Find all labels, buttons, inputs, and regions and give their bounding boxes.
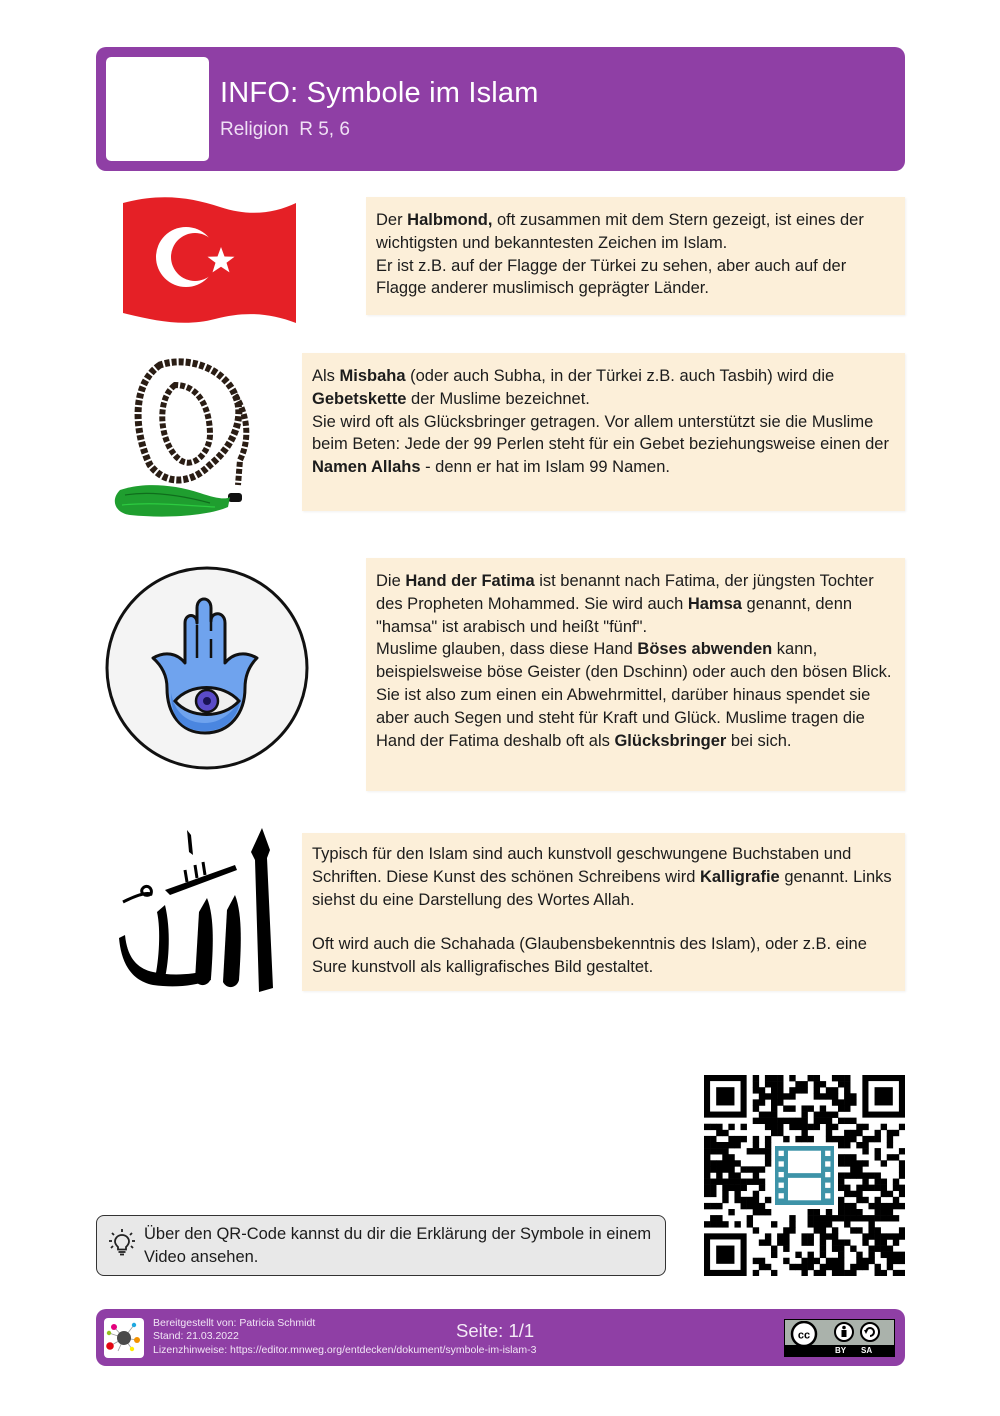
bold-term: Misbaha <box>339 367 406 385</box>
qr-code[interactable] <box>704 1075 905 1276</box>
infobox-kalligrafie <box>302 833 905 991</box>
infobox-text <box>312 365 895 479</box>
infobox-text <box>376 209 895 300</box>
allah-calligraphy-image <box>115 820 280 995</box>
text-run: Die <box>376 572 406 590</box>
license-link[interactable]: Lizenzhinweise: https://editor.mnweg.org/entdecken/dokument/symbole-im-islam-3 <box>153 1343 537 1356</box>
bold-term: Kalligrafie <box>699 867 780 886</box>
page-footer <box>96 1309 905 1366</box>
text-run: genannt. Links siehst du eine Darstellung des Wortes Allah. <box>312 867 892 909</box>
bold-term: Halbmond, <box>407 211 493 229</box>
page-header <box>96 47 905 171</box>
sa-icon <box>861 1323 879 1341</box>
text-run: genannt, denn "hamsa" ist arabisch und heißt "fünf". <box>376 594 853 636</box>
text-run: Muslime glauben, dass diese Hand <box>376 640 638 659</box>
infobox-halbmond <box>366 197 905 315</box>
prayer-beads-image <box>110 355 280 525</box>
bold-term: Namen Allahs <box>312 458 421 477</box>
infobox-text <box>312 843 895 979</box>
text-run: Der <box>376 211 408 229</box>
mnweg-logo <box>104 1318 144 1358</box>
hint-text: Über den QR-Code kannst du dir die Erklärung der Symbole in einem Video ansehen. <box>144 1225 652 1266</box>
paragraph <box>376 209 895 255</box>
bold-term: Gebetskette <box>312 389 407 408</box>
header-logo-placeholder <box>106 57 209 161</box>
cc-by-sa-badge[interactable] <box>784 1319 895 1357</box>
infobox-text <box>376 570 895 752</box>
text-run: (oder auch Subha, in der Türkei z.B. auch Tasbih) wird die <box>405 367 835 385</box>
page-subtitle: Religion R 5, 6 <box>220 119 350 140</box>
infobox-hamsa <box>366 558 905 791</box>
text-run: Er ist z.B. auf der Flagge der Türkei zu sehen, aber auch auf der Flagge anderer muslimisch geprägter Länder. <box>376 256 847 298</box>
paragraph <box>376 638 895 752</box>
bold-term: Hamsa <box>687 594 742 613</box>
cc-labels: BY SA <box>785 1345 894 1356</box>
hamsa-hand-image <box>105 563 310 773</box>
hint-box <box>96 1215 666 1276</box>
text-run: Sie wird oft als Glücksbringer getragen. Vor allem unterstützt sie die Muslime beim Beten: Jede der 99 Perlen steht für ein Gebet beziehungsweise einen der <box>312 412 889 454</box>
text-run: der Muslime bezeichnet. <box>406 389 590 408</box>
text-run: Als <box>312 367 340 385</box>
bold-term: Böses abwenden <box>637 640 773 659</box>
paragraph <box>312 411 895 479</box>
text-run: - denn er hat im Islam 99 Namen. <box>420 458 670 477</box>
bold-term: Glücksbringer <box>614 731 727 750</box>
text-run: Typisch für den Islam sind auch kunstvoll geschwungene Buchstaben und Schriften. Diese Kunst des schönen Schreibens wird <box>312 845 852 886</box>
svg-text:cc: cc <box>797 1329 811 1342</box>
text-run: Oft wird auch die Schahada (Glaubensbekenntnis des Islam), oder z.B. eine Sure kunstvoll als kalligrafisches Bild gestaltet. <box>312 935 867 977</box>
page-title: INFO: Symbole im Islam <box>220 77 539 109</box>
text-run: bei sich. <box>726 731 792 750</box>
paragraph <box>312 933 895 979</box>
text-run: ist benannt nach Fatima, der jüngsten Tochter des Propheten Mohammed. Sie wird auch <box>376 572 874 613</box>
page-number: Seite: 1/1 <box>456 1320 535 1341</box>
paragraph <box>312 843 895 911</box>
paragraph-gap <box>312 911 895 933</box>
bold-term: Hand der Fatima <box>405 572 535 590</box>
text-run: oft zusammen mit dem Stern gezeigt, ist eines der wichtigsten und bekanntesten Zeichen im Islam. <box>376 211 864 252</box>
paragraph <box>312 365 895 411</box>
lightbulb-icon <box>109 1228 135 1258</box>
paragraph <box>376 570 895 638</box>
turkish-flag-image <box>120 195 298 327</box>
provided-by: Bereitgestellt von: Patricia Schmidt <box>153 1317 316 1329</box>
paragraph <box>376 255 895 301</box>
date-stamp: Stand: 21.03.2022 <box>153 1330 239 1343</box>
text-run: kann, beispielsweise böse Geister (den Dschinn) oder auch den bösen Blick. Sie ist also zum einen ein Abwehrmittel, darüber hinaus spendet sie aber auch Segen und steht für Kraft und Glück. Muslime tragen die Hand der Fatima deshalb oft als <box>376 640 892 750</box>
infobox-misbaha <box>302 353 905 511</box>
